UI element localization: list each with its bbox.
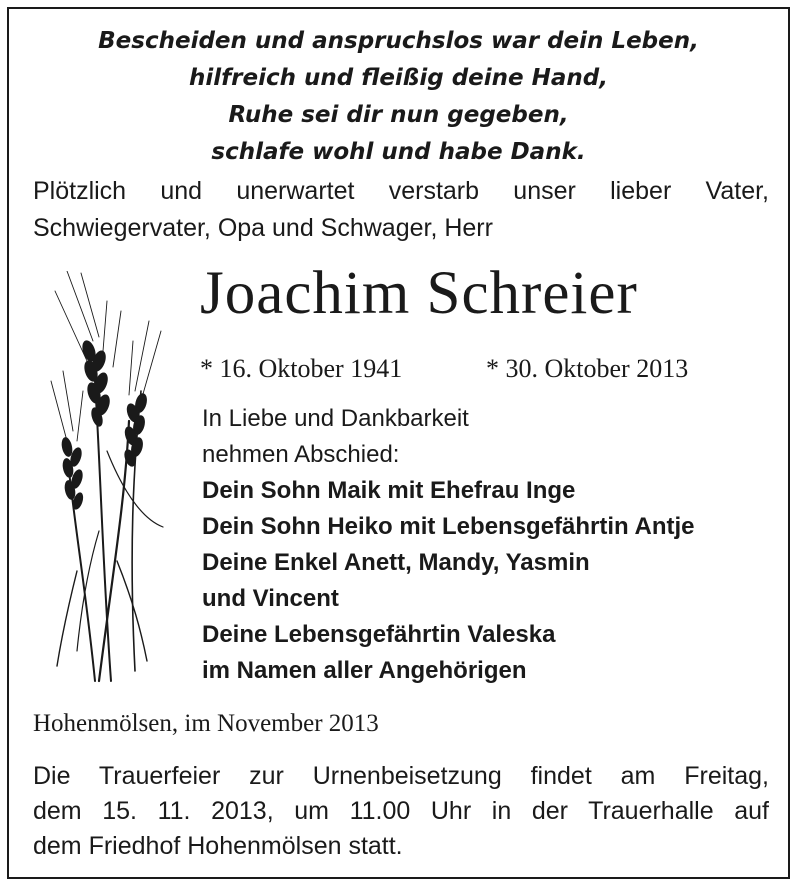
obituary-card [7,7,790,879]
farewell-line: In Liebe und Dankbarkeit [202,405,469,432]
funeral-line: dem Friedhof Hohenmölsen statt. [33,832,403,860]
poem-line: hilfreich und fleißig deine Hand, [189,65,608,91]
deceased-name: Joachim Schreier [200,260,638,327]
mourner-line: Deine Lebensgefährtin Valeska [202,621,556,648]
poem-line: Ruhe sei dir nun gegeben, [228,102,569,128]
farewell-line: nehmen Abschied: [202,441,400,468]
funeral-line: Die Trauerfeier zur Urnenbeisetzung findet am Freitag, [33,762,769,790]
funeral-line: dem 15. 11. 2013, um 11.00 Uhr in der Trauerhalle auf [33,797,769,825]
place-date: Hohenmölsen, im November 2013 [33,710,379,737]
mourner-line: Deine Enkel Anett, Mandy, Yasmin [202,549,590,576]
mourner-line: Dein Sohn Heiko mit Lebensgefährtin Antje [202,513,695,540]
mourners-block [202,401,695,689]
intro-line: Schwiegervater, Opa und Schwager, Herr [33,214,493,242]
intro-text [33,173,769,247]
poem [9,23,788,171]
mourner-line: Dein Sohn Maik mit Ehefrau Inge [202,477,576,504]
death-date: * 30. Oktober 2013 [486,354,689,383]
birth-date: * 16. Oktober 1941 [200,354,403,383]
intro-line: Plötzlich und unerwartet verstarb unser lieber Vater, [33,177,769,205]
poem-line: Bescheiden und anspruchslos war dein Leben, [98,28,699,54]
mourner-line: im Namen aller Angehörigen [202,657,527,684]
wheat-illustration [37,271,167,691]
funeral-notice [33,759,769,864]
mourner-line: und Vincent [202,585,339,612]
poem-line: schlafe wohl und habe Dank. [211,139,586,165]
